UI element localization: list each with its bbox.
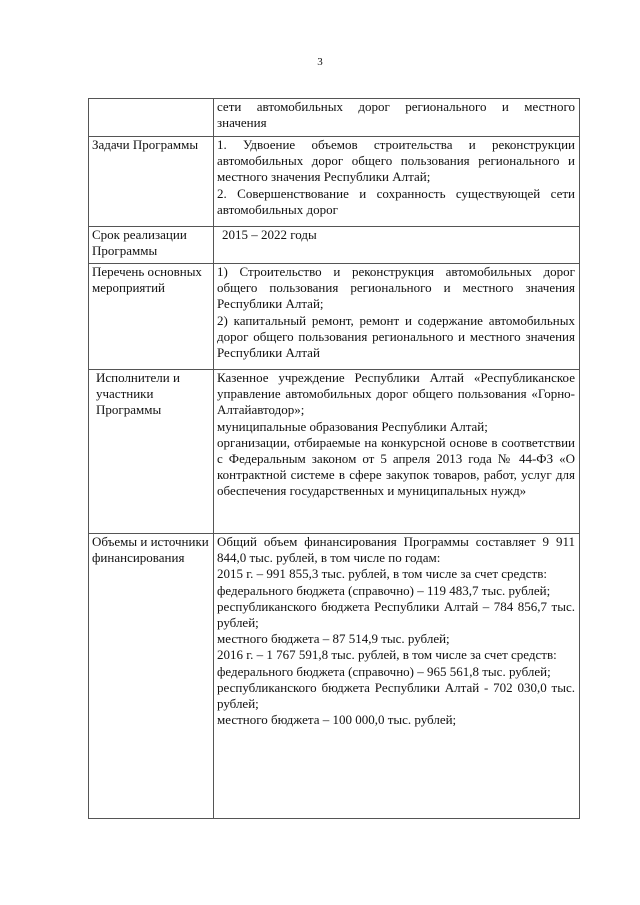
content-line: организации, отбираемые на конкурсной основе в соответствии с Федеральным законом от 5 апреля 2013 года № 44-ФЗ «О контрактной системе в сфере закупок товаров, работ, услуг для обеспечения государственных и муниципальных нужд»: [217, 434, 575, 499]
page-number: 3: [317, 56, 323, 68]
row-content: [214, 137, 580, 227]
content-line: федерального бюджета (справочно) – 119 483,7 тыс. рублей;: [217, 582, 551, 598]
content-line: Казенное учреждение Республики Алтай «Республиканское управление автомобильных дорог общего пользования «Горно-Алтайавтодор»;: [217, 370, 575, 418]
table-row: [89, 137, 580, 227]
content-line: республиканского бюджета Республики Алтай – 784 856,7 тыс. рублей;: [217, 598, 575, 631]
row-label: Срок реализации Программы: [89, 227, 214, 264]
content-line: 2015 – 2022 годы: [222, 227, 317, 242]
row-label: Перечень основных мероприятий: [89, 264, 214, 370]
table-row: [89, 227, 580, 264]
content-line: 1. Удвоение объемов строительства и реконструкции автомобильных дорог общего пользования регионального и местного значения Республики Алтай;: [217, 137, 575, 185]
content-line: сети автомобильных дорог регионального и местного: [217, 99, 575, 114]
table-row: [89, 264, 580, 370]
row-content: [214, 99, 580, 137]
table-row: [89, 370, 580, 534]
table-row: [89, 534, 580, 819]
content-line: Общий объем финансирования Программы составляет 9 911 844,0 тыс. рублей, в том числе по годам:: [217, 534, 575, 566]
row-content: [214, 227, 580, 264]
content-line: местного бюджета – 87 514,9 тыс. рублей;: [217, 631, 450, 647]
content-line: 2. Совершенствование и сохранность существующей сети автомобильных дорог: [217, 185, 575, 217]
content-line: федерального бюджета (справочно) – 965 561,8 тыс. рублей;: [217, 663, 551, 679]
content-line: муниципальные образования Республики Алтай;: [217, 418, 488, 434]
row-content: [214, 534, 580, 819]
row-label: Исполнители и участники Программы: [89, 370, 214, 534]
content-line: значения: [217, 115, 267, 131]
row-content: [214, 264, 580, 370]
content-line: 2) капитальный ремонт, ремонт и содержание автомобильных дорог общего пользования регионального и местного значения Республики Алтай: [217, 312, 575, 361]
table-row: [89, 99, 580, 137]
content-line: 2016 г. – 1 767 591,8 тыс. рублей, в том числе за счет средств:: [217, 647, 557, 663]
program-passport-table: [88, 98, 580, 819]
content-line: 1) Строительство и реконструкция автомобильных дорог общего пользования регионального и местного значения Республики Алтай;: [217, 264, 575, 312]
row-label: Объемы и источники финансирования: [89, 534, 214, 819]
content-line: местного бюджета – 100 000,0 тыс. рублей;: [217, 712, 457, 728]
row-content: [214, 370, 580, 534]
content-line: 2015 г. – 991 855,3 тыс. рублей, в том числе за счет средств:: [217, 566, 547, 582]
content-line: республиканского бюджета Республики Алтай - 702 030,0 тыс. рублей;: [217, 679, 575, 712]
row-label: [89, 99, 214, 137]
row-label: Задачи Программы: [89, 137, 214, 227]
